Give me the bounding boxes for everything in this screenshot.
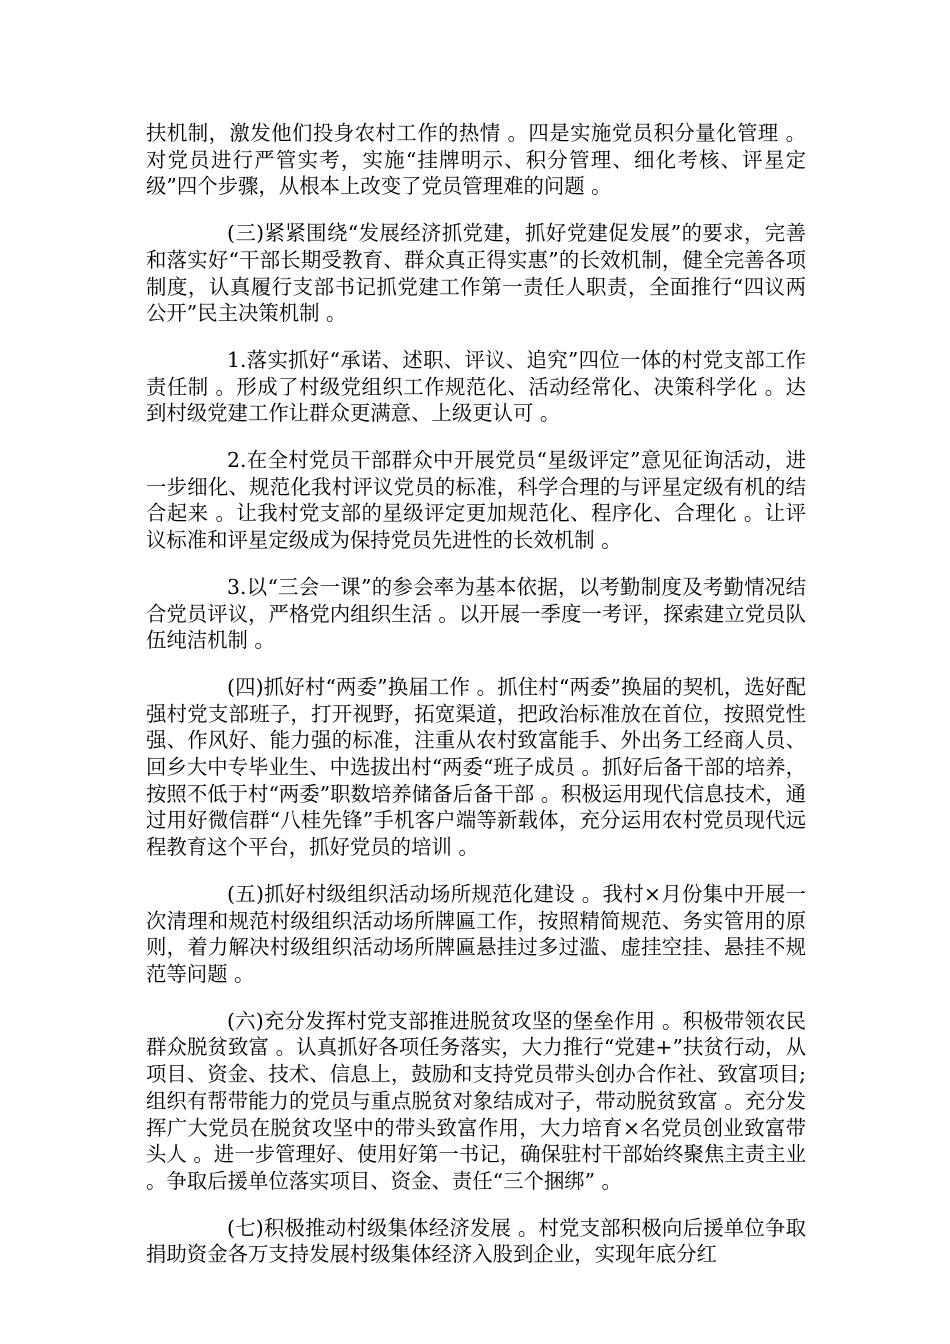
paragraph-section-seven: (七)积极推动村级集体经济发展 。村党支部积极向后援单位争取捐助资金各万支持发展村级集体经济入股到企业，实现年底分红 [146,1215,806,1267]
paragraph-section-six: (六)充分发挥村党支部推进脱贫攻坚的堡垒作用 。积极带领农民群众脱贫致富 。认真抓好各项任务落实，大力推行“党建+”扶贫行动，从项目、资金、技术、信息上，鼓励和支持党员带头创办合作社、致富项目;组织有帮带能力的党员与重点脱贫对象结成对子，带动脱贫致富 。充分发挥广大党员在脱贫攻坚中的带头致富作用，大力培育×名党员创业致富带头人 。进一步管理好、使用好第一书记，确保驻村干部始终聚焦主责主业 。争取后援单位落实项目、资金、责任“三个捆绑” 。 [146,1008,806,1193]
paragraph-section-four: (四)抓好村“两委”换届工作 。抓住村“两委”换届的契机，选好配强村党支部班子，打开视野，拓宽渠道，把政治标准放在首位，按照党性强、作风好、能力强的标准，注重从农村致富能手、外出务工经商人员、回乡大中专毕业生、中选拔出村“两委“班子成员 。抓好后备干部的培养，按照不低于村“两委”职数培养储备后备干部 。积极运用现代信息技术，通过用好微信群“八桂先锋”手机客户端等新载体，充分运用农村党员现代远程教育这个平台，抓好党员的培训 。 [146,674,806,860]
paragraph-item-two: 2.在全村党员干部群众中开展党员“星级评定”意见征询活动，进一步细化、规范化我村评议党员的标准，科学合理的与评星定级有机的结合起来 。让我村党支部的星级评定更加规范化、程序化、合理化 。让评议标准和评星定级成为保持党员先进性的长效机制 。 [146,448,806,553]
paragraph-continuation: 扶机制，激发他们投身农村工作的热情 。四是实施党员积分量化管理 。对党员进行严管实考，实施“挂牌明示、积分管理、细化考核、评星定级”四个步骤，从根本上改变了党员管理难的问题 。 [146,121,806,199]
paragraph-section-five: (五)抓好村级组织活动场所规范化建设 。我村×月份集中开展一次清理和规范村级组织活动场所牌匾工作，按照精简规范、务实管用的原则，着力解决村级组织活动场所牌匾悬挂过多过滥、虚挂空挂、悬挂不规范等问题 。 [146,881,806,986]
paragraph-section-three: (三)紧紧围绕“发展经济抓党建，抓好党建促发展”的要求，完善和落实好“干部长期受教育、群众真正得实惠”的长效机制，健全完善各项制度，认真履行支部书记抓党建工作第一责任人职责，全面推行“四议两公开”民主决策机制 。 [146,221,806,326]
paragraph-item-one: 1.落实抓好“承诺、述职、评议、追究”四位一体的村党支部工作责任制 。形成了村级党组织工作规范化、活动经常化、决策科学化 。达到村级党建工作让群众更满意、上级更认可 。 [146,347,806,426]
document-body [146,120,806,1288]
paragraph-item-three: 3.以“三会一课”的参会率为基本依据，以考勤制度及考勤情况结合党员评议，严格党内组织生活 。以开展一季度一考评，探索建立党员队伍纯洁机制 。 [146,574,806,653]
